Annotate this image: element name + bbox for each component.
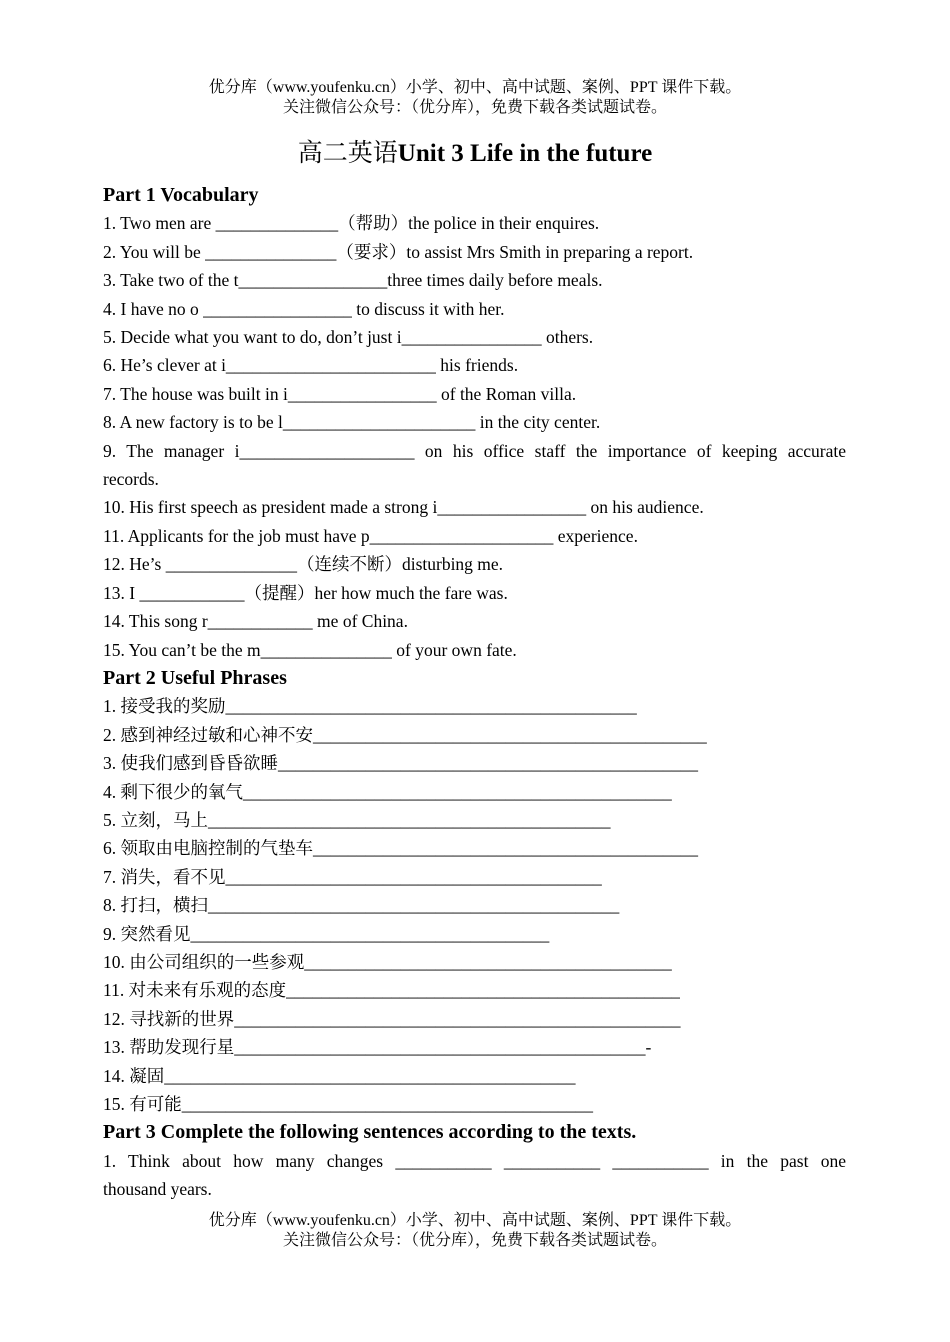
- phrase-item: 4. 剩下很少的氧气_________________________________________________: [103, 781, 672, 802]
- sentence-item-continuation: thousand years.: [103, 1179, 212, 1200]
- phrase-item: 1. 接受我的奖励_______________________________________________: [103, 696, 637, 717]
- vocab-item: 11. Applicants for the job must have p_____________________ experience.: [103, 525, 638, 546]
- part3-heading: Part 3 Complete the following sentences according to the texts.: [103, 1121, 637, 1144]
- page-header: [0, 78, 950, 118]
- vocab-item: 3. Take two of the t_________________three times daily before meals.: [103, 270, 603, 291]
- vocab-item: 4. I have no o _________________ to discuss it with her.: [103, 298, 505, 319]
- header-line-1: 优分库（www.youfenku.cn）小学、初中、高中试题、案例、PPT 课件下载。: [208, 79, 742, 96]
- title-cn: 高二英语: [297, 140, 398, 167]
- worksheet-body: [103, 181, 846, 1204]
- page-title: [0, 138, 950, 170]
- phrase-item: 10. 由公司组织的一些参观__________________________________________: [103, 951, 672, 972]
- phrase-item: 8. 打扫，横扫_______________________________________________: [103, 895, 620, 916]
- vocab-item: 14. This song r____________ me of China.: [103, 611, 408, 632]
- vocab-item: 9. The manager i____________________ on his office staff the importance of keeping accurate: [103, 440, 846, 461]
- vocab-item: 13. I ____________（提醒）her how much the fare was.: [103, 582, 508, 603]
- phrase-item: 5. 立刻，马上______________________________________________: [103, 809, 611, 830]
- header-line-2: 关注微信公众号：（优分库），免费下载各类试题试卷。: [282, 99, 667, 116]
- phrase-item: 13. 帮助发现行星_______________________________________________-: [103, 1037, 652, 1058]
- vocab-item: 7. The house was built in i_________________ of the Roman villa.: [103, 383, 577, 404]
- phrase-item: 15. 有可能_______________________________________________: [103, 1094, 593, 1114]
- phrase-item: 9. 突然看见_________________________________________: [103, 923, 550, 944]
- phrase-item: 3. 使我们感到昏昏欲睡________________________________________________: [103, 753, 698, 774]
- phrase-item: 11. 对未来有乐观的态度_____________________________________________: [103, 980, 680, 1001]
- vocab-item-continuation: records.: [103, 469, 159, 490]
- vocab-item: 5. Decide what you want to do, don’t just i________________ others.: [103, 327, 594, 348]
- part1-heading: Part 1 Vocabulary: [103, 184, 259, 206]
- footer-line-2: 关注微信公众号：（优分库），免费下载各类试题试卷。: [282, 1232, 667, 1249]
- phrase-item: 2. 感到神经过敏和心神不安_____________________________________________: [103, 724, 707, 745]
- vocab-item: 1. Two men are ______________（帮助）the police in their enquires.: [103, 213, 600, 234]
- footer-line-1: 优分库（www.youfenku.cn）小学、初中、高中试题、案例、PPT 课件下载。: [208, 1212, 742, 1229]
- vocab-item: 15. You can’t be the m_______________ of your own fate.: [103, 639, 517, 660]
- phrase-item: 6. 领取由电脑控制的气垫车____________________________________________: [103, 838, 698, 859]
- vocab-item: 2. You will be _______________（要求）to assist Mrs Smith in preparing a report.: [103, 241, 694, 262]
- phrase-item: 12. 寻找新的世界___________________________________________________: [103, 1008, 681, 1029]
- part2-heading: Part 2 Useful Phrases: [103, 666, 287, 689]
- vocab-item: 10. His first speech as president made a strong i_________________ on his audience.: [103, 497, 704, 518]
- vocab-item: 8. A new factory is to be l______________________ in the city center.: [103, 412, 601, 433]
- phrase-item: 7. 消失，看不见___________________________________________: [103, 866, 602, 887]
- phrase-item: 14. 凝固_______________________________________________: [103, 1065, 576, 1086]
- vocab-item: 6. He’s clever at i________________________ his friends.: [103, 355, 519, 376]
- sentence-item: 1. Think about how many changes ___________ ___________ ___________ in the past one: [103, 1150, 846, 1171]
- vocab-item: 12. He’s _______________（连续不断）disturbing me.: [103, 554, 504, 575]
- page-footer: [0, 1211, 950, 1251]
- title-en: Unit 3 Life in the future: [397, 140, 653, 167]
